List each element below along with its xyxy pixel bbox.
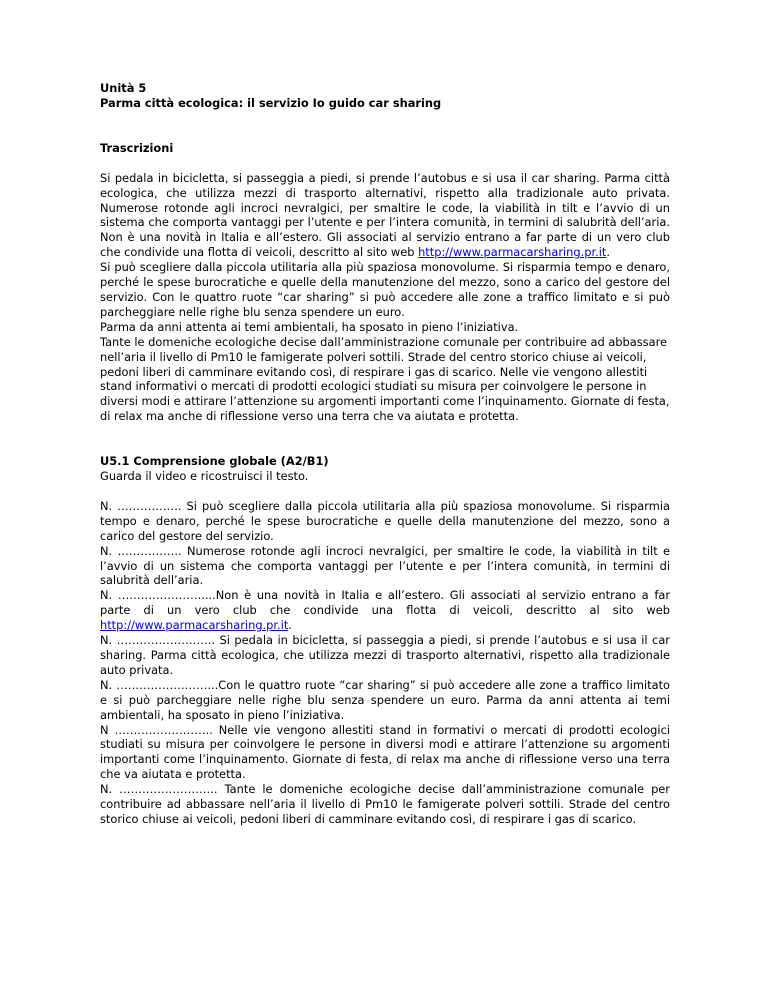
exercise-instruction: Guarda il video e ricostruisci il testo. <box>100 469 309 484</box>
exercise-item: N. …………………….. Si pedala in bicicletta, si passeggia a piedi, si prende l’autobus e si usa il car sharing. Parma città ecologica, che utilizza mezzi di trasporto alternativi, rispetto alla tradizionale auto privata. <box>100 633 670 677</box>
document-page <box>100 81 670 827</box>
exercise-item: N. ………………….....Non è una novità in Italia e all’estero. Gli associati al servizio entrano a far parte di un vero club che condivide una flotta di veicoli, descritto al sito web http://www.parmacarsharing.pr.it. <box>100 588 670 633</box>
number-blank[interactable]: N. …………………….. <box>100 633 216 648</box>
carsharing-link[interactable]: http://www.parmacarsharing.pr.it <box>100 618 289 633</box>
number-blank[interactable]: N. …………….. <box>100 543 182 558</box>
document-title: Parma città ecologica: il servizio Io guido car sharing <box>100 95 442 110</box>
exercise-item: N …………………….. Nelle vie vengono allestiti stand in formativi o mercati di prodotti ecologici studiati su misura per coinvolgere le persone in diversi modi e attirare l’attenzione su argomenti importanti come l’inquinamento. Giornate di festa, di relax ma anche di riflessione verso una terra che va aiutata e protetta. <box>100 722 670 782</box>
exercise-item: N. ……………………...Con le quattro ruote “car sharing” si può accedere alle zone a traffico limitato e si può parcheggiare nelle righe blu senza spendere un euro. Parma da anni attenta ai temi ambientali, ha sposato in pieno l’iniziativa. <box>100 677 670 722</box>
exercise-item: N. …………………….. Tante le domeniche ecologiche decise dall’amministrazione comunale per contribuire ad abbassare nell’aria il livello di Pm10 le famigerate polveri sottili. Strade del centro storico chiuse ai veicoli, pedoni liberi di camminare evitando così, di respirare i gas di scarico. <box>100 782 670 826</box>
exercise-heading: U5.1 Comprensione globale (A2/B1) <box>100 454 329 469</box>
transcriptions-heading: Trascrizioni <box>100 140 174 155</box>
transcription-text-1: Si pedala in bicicletta, si passeggia a piedi, si prende l’autobus e si usa il car sharing. Parma città ecologica, che utilizza mezzi di trasporto alternativi, rispetto alla tradizionale auto privata. Numerose rotonde agli incroci nevralgici, per smaltire le code, la viabilità in tilt e l’avvio di un sistema che comporta vantaggi per l’utente e per l’intera comunità, in termini di salubrità dell’aria. Non è una novità in Italia e all’estero. Gli associati al servizio entrano a far parte di un vero club che condivide una flotta di veicoli, descritto al sito web <box>100 170 670 260</box>
carsharing-link[interactable]: http://www.parmacarsharing.pr.it <box>418 245 607 260</box>
transcription-paragraph-4: Tante le domeniche ecologiche decise dall’amministrazione comunale per contribuire ad abbassare nell’aria il livello di Pm10 le famigerate polveri sottili. Strade del centro storico chiuse ai veicoli, pedoni liberi di camminare evitando così, di respirare i gas di scarico. Nelle vie vengono allestiti stand informativi o mercati di prodotti ecologici studiati su misura per coinvolgere le persone in diversi modi e attirare l’attenzione su argomenti importanti come l’inquinamento. Giornate di festa, di relax ma anche di riflessione verso una terra che va aiutata e protetta. <box>100 334 670 424</box>
transcription-paragraph-1: Si pedala in bicicletta, si passeggia a piedi, si prende l’autobus e si usa il car sharing. Parma città ecologica, che utilizza mezzi di trasporto alternativi, rispetto alla tradizionale auto privata. Numerose rotonde agli incroci nevralgici, per smaltire le code, la viabilità in tilt e l’avvio di un sistema che comporta vantaggi per l’utente e per l’intera comunità, in termini di salubrità dell’aria. Non è una novità in Italia e all’estero. Gli associati al servizio entrano a far parte di un vero club che condivide una flotta di veicoli, descritto al sito web http://www.parmacarsharing.pr.it. <box>100 170 670 260</box>
number-blank[interactable]: N. …………………….. <box>100 782 218 797</box>
exercise-item: N. …………….. Numerose rotonde agli incroci nevralgici, per smaltire le code, la viabilità in tilt e l’avvio di un sistema che comporta vantaggi per l’utente e per l’intera comunità, in termini di salubrità dell’aria. <box>100 543 670 588</box>
exercise-list <box>100 499 670 827</box>
number-blank[interactable]: N. ……………………... <box>100 677 219 692</box>
transcription-paragraph-3: Parma da anni attenta ai temi ambientali, ha sposato in pieno l’iniziativa. <box>100 319 519 334</box>
number-blank[interactable]: N. …………….. <box>100 498 182 513</box>
number-blank[interactable]: N …………………….. <box>100 722 213 737</box>
unit-label: Unità 5 <box>100 81 147 95</box>
number-blank[interactable]: N. …………………..... <box>100 588 216 603</box>
exercise-item: N. …………….. Si può scegliere dalla piccola utilitaria alla più spaziosa monovolume. Si risparmia tempo e denaro, perché le spese burocratiche e quelle della manutenzione del mezzo, sono a carico del gestore del servizio. <box>100 498 670 543</box>
transcription-paragraph-2: Si può scegliere dalla piccola utilitaria alla più spaziosa monovolume. Si risparmia tempo e denaro, perché le spese burocratiche e quelle della manutenzione del mezzo, sono a carico del gestore del servizio. Con le quattro ruote “car sharing” si può accedere alle zone a traffico limitato e si può parcheggiare nelle righe blu senza spendere un euro. <box>100 260 670 319</box>
